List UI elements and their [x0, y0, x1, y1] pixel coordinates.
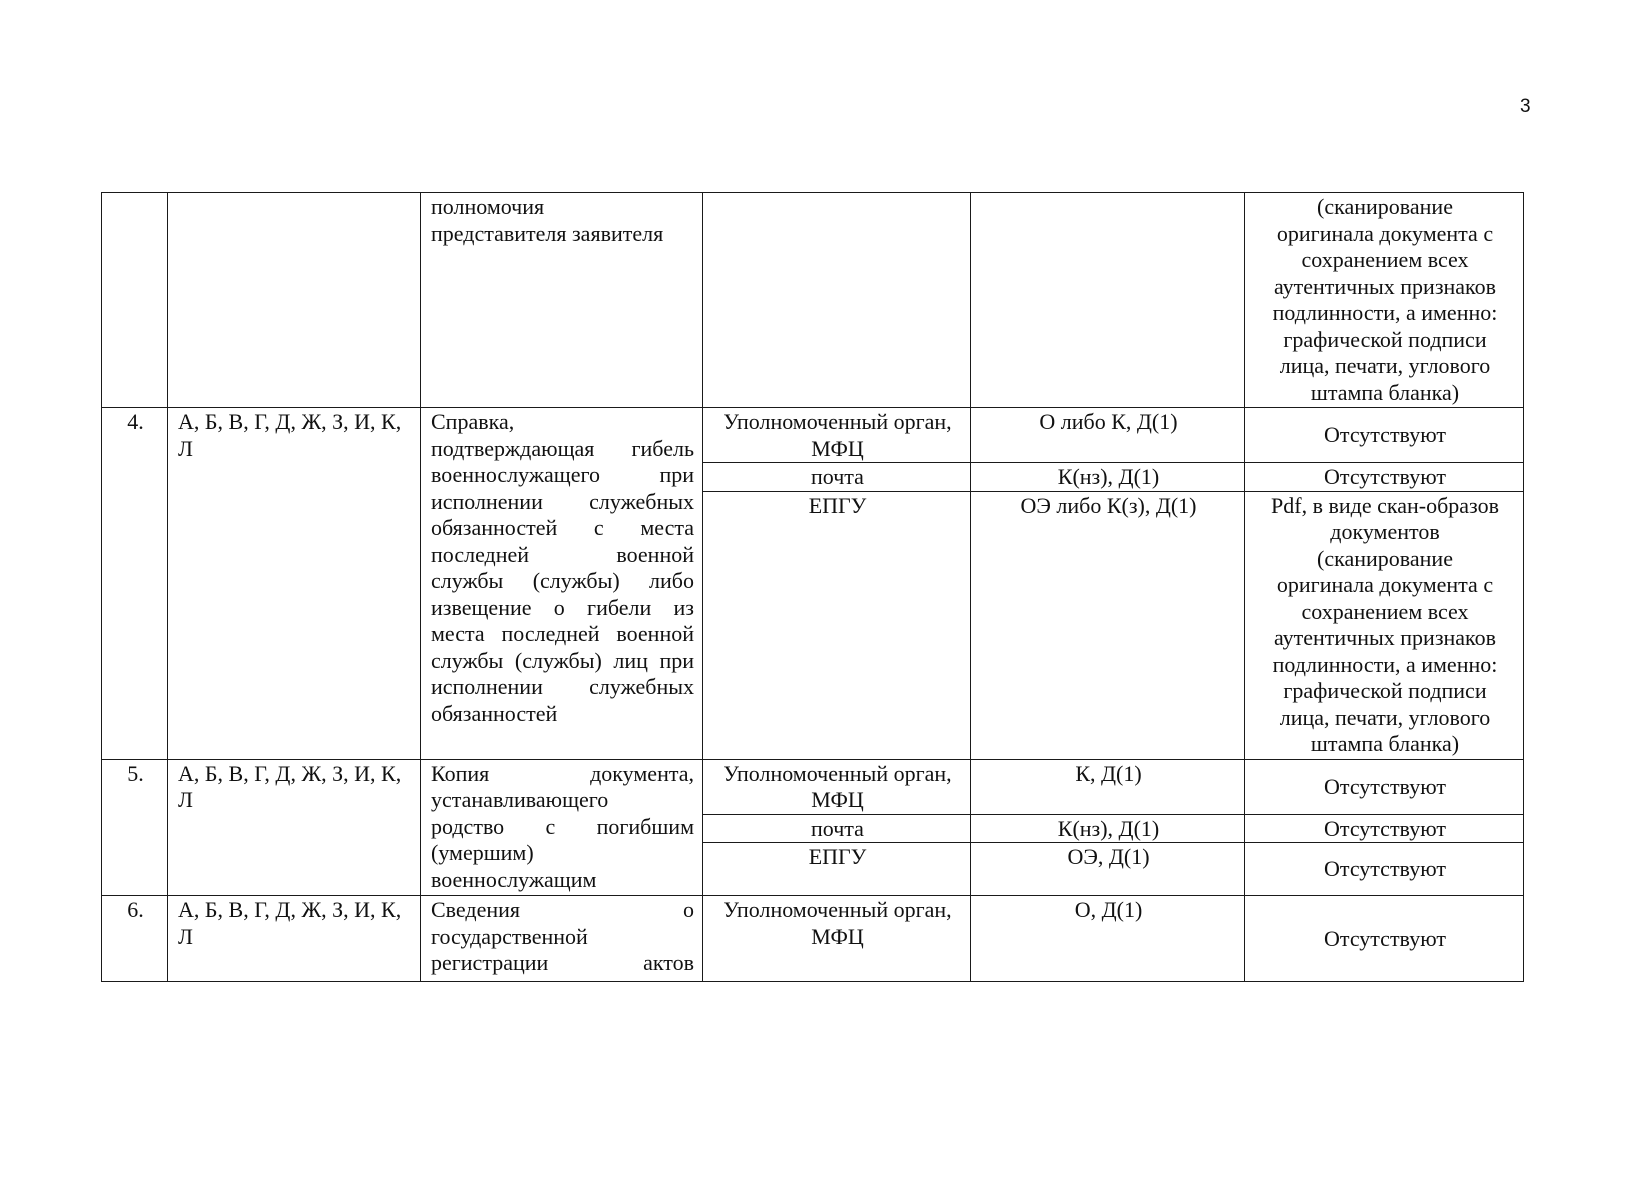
requirements-line: документов: [1330, 519, 1440, 544]
document-requirements: Отсутствуют: [1245, 843, 1524, 896]
document-name-line: (умершим): [431, 840, 534, 865]
requirements-line: (сканирование: [1317, 545, 1453, 571]
document-name-line: Сведения о: [431, 897, 694, 922]
submission-place: Уполномоченный орган, МФЦ: [703, 759, 971, 814]
document-requirements: [1245, 491, 1524, 759]
document-name: [421, 408, 703, 760]
documents-table: [101, 192, 1524, 982]
document-name-line: государственной: [431, 923, 588, 949]
requirements-line: подлинности, а именно:: [1272, 300, 1498, 325]
requirements-line: лица, печати, углового: [1279, 704, 1491, 730]
requirements-line: оригинала документа с: [1276, 572, 1494, 597]
row-number: 5.: [102, 759, 168, 896]
document-name-line: обязанностей с места: [431, 515, 694, 540]
document-name-line: устанавливающего: [431, 787, 609, 812]
document-name-line: исполнении служебных: [431, 488, 694, 514]
document-name-line: полномочия: [431, 194, 545, 219]
document-form: К(нз), Д(1): [971, 814, 1245, 843]
table-row: [102, 408, 1524, 463]
applicant-categories: А, Б, В, Г, Д, Ж, З, И, К, Л: [168, 759, 421, 896]
document-name: [421, 896, 703, 982]
document-name-line: регистрации актов: [431, 950, 694, 975]
submission-place: ЕПГУ: [703, 491, 971, 759]
document-name-line: исполнении служебных: [431, 674, 694, 699]
applicant-categories: [168, 193, 421, 408]
submission-place: Уполномоченный орган, МФЦ: [703, 896, 971, 982]
table-row: [102, 759, 1524, 814]
document-name: [421, 193, 703, 408]
requirements-line: графической подписи: [1283, 326, 1487, 352]
table-row: [102, 193, 1524, 408]
document-name-line: места последней военной: [431, 621, 694, 646]
document-requirements: [1245, 193, 1524, 408]
document-requirements: Отсутствуют: [1245, 408, 1524, 463]
document-name-line: военнослужащего при: [431, 462, 694, 487]
document-name-line: службы (службы) лиц при: [431, 647, 694, 673]
document-name-line: извещение о гибели из: [431, 594, 694, 620]
requirements-line: подлинности, а именно:: [1272, 651, 1498, 677]
document-name-line: обязанностей: [431, 700, 558, 726]
document-form: К(нз), Д(1): [971, 463, 1245, 492]
document-name-line: Справка,: [431, 409, 515, 434]
document-name-line: родство с погибшим: [431, 813, 694, 839]
submission-place: Уполномоченный орган, МФЦ: [703, 408, 971, 463]
submission-place: почта: [703, 814, 971, 843]
document-name-line: подтверждающая гибель: [431, 435, 694, 461]
document-name-line: последней военной: [431, 541, 694, 567]
row-number: 6.: [102, 896, 168, 982]
document-form: ОЭ, Д(1): [971, 843, 1245, 896]
document-name-line: службы (службы) либо: [431, 568, 694, 593]
submission-place: [703, 193, 971, 408]
row-number: 4.: [102, 408, 168, 760]
document-name: [421, 759, 703, 896]
page-number: 3: [1520, 96, 1531, 117]
submission-place: ЕПГУ: [703, 843, 971, 896]
document-name-line: военнослужащим: [431, 866, 597, 892]
requirements-line: Pdf, в виде скан-образов: [1271, 492, 1499, 518]
document-requirements: Отсутствуют: [1245, 759, 1524, 814]
document-form: [971, 193, 1245, 408]
requirements-line: штампа бланка): [1310, 379, 1460, 405]
document-requirements: Отсутствуют: [1245, 814, 1524, 843]
document-form: ОЭ либо К(з), Д(1): [971, 491, 1245, 759]
document-name-line: представителя заявителя: [431, 220, 664, 246]
applicant-categories: А, Б, В, Г, Д, Ж, З, И, К, Л: [168, 408, 421, 760]
submission-place: почта: [703, 463, 971, 492]
document-name-line: Копия документа,: [431, 760, 694, 786]
applicant-categories: А, Б, В, Г, Д, Ж, З, И, К, Л: [168, 896, 421, 982]
requirements-line: графической подписи: [1283, 678, 1487, 703]
document-form: О, Д(1): [971, 896, 1245, 982]
requirements-line: штампа бланка): [1310, 731, 1460, 756]
requirements-line: оригинала документа с: [1276, 220, 1494, 246]
requirements-line: лица, печати, углового: [1279, 353, 1491, 378]
document-form: О либо К, Д(1): [971, 408, 1245, 463]
requirements-line: сохранением всех: [1301, 598, 1469, 624]
requirements-line: сохранением всех: [1301, 247, 1469, 272]
requirements-line: аутентичных признаков: [1273, 625, 1497, 650]
requirements-line: (сканирование: [1317, 194, 1453, 219]
requirements-line: аутентичных признаков: [1273, 273, 1497, 299]
table-row: [102, 896, 1524, 982]
row-number: [102, 193, 168, 408]
document-form: К, Д(1): [971, 759, 1245, 814]
document-requirements: Отсутствуют: [1245, 463, 1524, 492]
document-requirements: Отсутствуют: [1245, 896, 1524, 982]
